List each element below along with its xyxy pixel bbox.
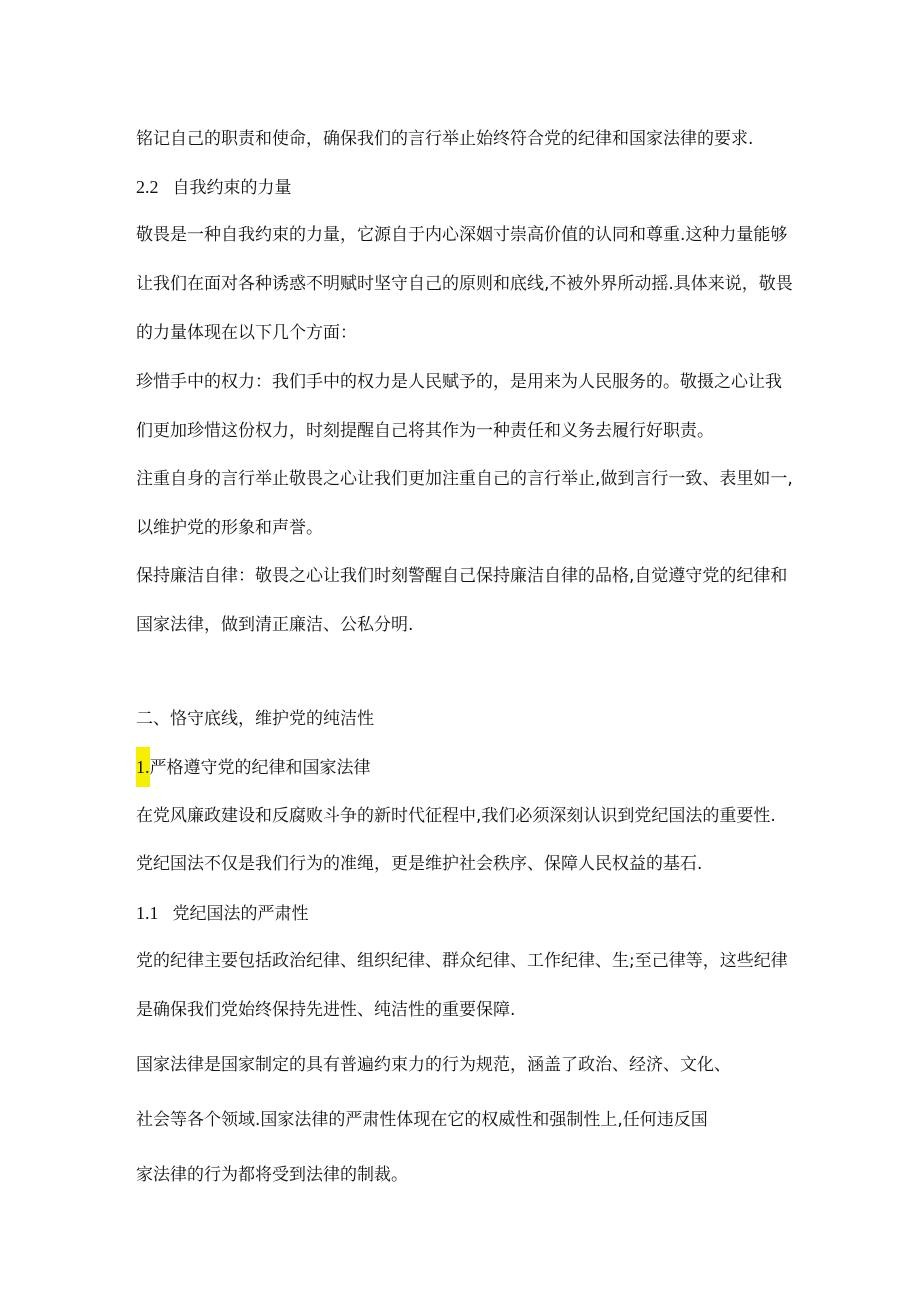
paragraph-line: 是确保我们党始终保持先进性、纯洁性的重要保障. xyxy=(136,1000,516,1020)
paragraph-line: 保持廉洁自律：敬畏之心让我们时刻警醒自己保持廉洁自律的品格,自觉遵守党的纪律和 xyxy=(136,566,788,586)
paragraph-line: 以维护党的形象和声誉。 xyxy=(136,518,323,538)
paragraph-line: 在党风廉政建设和反腐败斗争的新时代征程中,我们必须深刻认识到党纪国法的重要性. xyxy=(136,806,776,826)
paragraph-line: 的力量体现在以下几个方面： xyxy=(136,323,357,343)
paragraph-line: 们更加珍惜这份权力，时刻提醒自己将其作为一种责任和义务去履行好职责。 xyxy=(136,421,714,441)
section-title: 党纪国法的严肃性 xyxy=(172,904,309,924)
section-heading-2-2 xyxy=(136,175,292,199)
paragraph-line: 家法律的行为都将受到法律的制裁。 xyxy=(136,1165,408,1185)
paragraph-line: 珍惜手中的权力：我们手中的权力是人民赋予的，是用来为人民服务的。敬摄之心让我 xyxy=(136,372,782,392)
section-title: 自我约束的力量 xyxy=(172,178,292,198)
paragraph-line: 社会等各个领域.国家法律的严肃性体现在它的权威性和强制性上,任何违反国 xyxy=(136,1110,708,1130)
section-number: 1.1 xyxy=(136,903,159,923)
paragraph-line: 党纪国法不仅是我们行为的准绳，更是维护社会秩序、保障人民权益的基石. xyxy=(136,854,703,874)
paragraph-line: 让我们在面对各种诱惑不明赋时坚守自己的原则和底线,不被外界所动摇.具体来说，敬畏 xyxy=(136,274,793,294)
section-number: 2.2 xyxy=(136,177,159,197)
paragraph-line: 注重自身的言行举止敬畏之心让我们更加注重自己的言行举止,做到言行一致、表里如一, xyxy=(136,469,793,489)
section-heading-1 xyxy=(136,755,371,779)
section-heading-1-1 xyxy=(136,901,309,925)
highlighted-section-number: 1. xyxy=(136,747,150,787)
section-title: 严格遵守党的纪律和国家法律 xyxy=(149,758,371,778)
paragraph-line: 国家法律是国家制定的具有普遍约束力的行为规范，涵盖了政治、经济、文化、 xyxy=(136,1055,731,1075)
chapter-heading: 二、恪守底线，维护党的纯洁性 xyxy=(136,709,374,729)
paragraph-line: 敬畏是一种自我约束的力量，它源自于内心深姻寸崇高价值的认同和尊重.这种力量能够 xyxy=(136,225,788,245)
paragraph-line: 国家法律，做到清正廉洁、公私分明. xyxy=(136,615,414,635)
paragraph-line: 党的纪律主要包括政治纪律、组织纪律、群众纪律、工作纪律、生;至己律等，这些纪律 xyxy=(136,951,788,971)
paragraph-line: 铭记自己的职责和使命，确保我们的言行举止始终符合党的纪律和国家法律的要求. xyxy=(136,129,754,149)
